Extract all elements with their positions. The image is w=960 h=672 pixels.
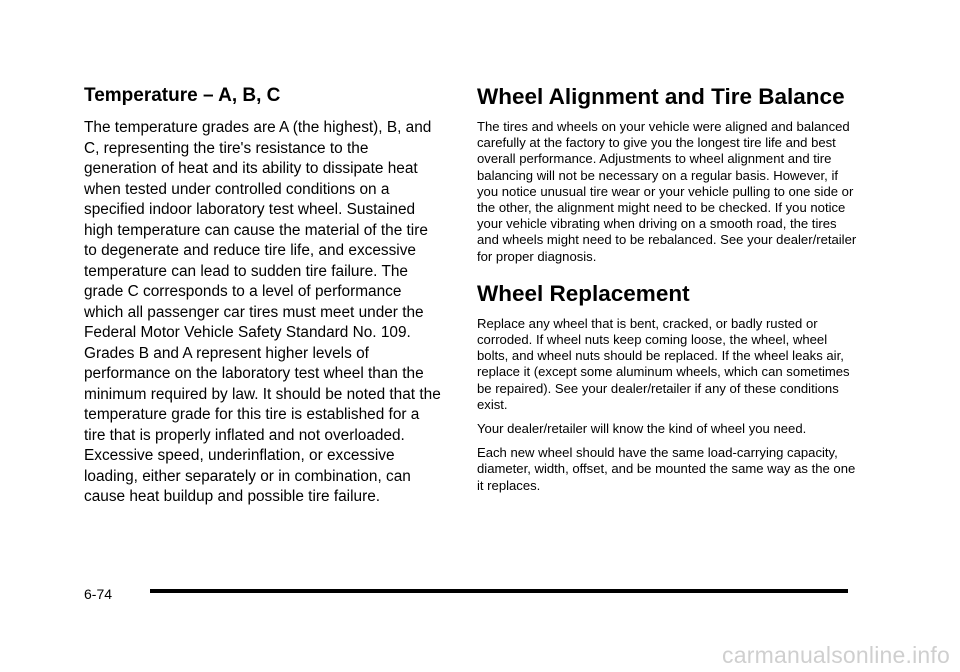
wheel-replacement-paragraph-1: Replace any wheel that is bent, cracked, or badly rusted or corroded. If wheel nuts keep coming loose, the wheel, wheel bolts, and wheel nuts should be replaced. If the wheel leaks air, replace it (except some aluminum wheels, which can sometimes be repaired). See your dealer/retailer if any of these conditions exist. (477, 315, 850, 412)
site-watermark: carmanualsonline.info (722, 642, 950, 668)
wheel-alignment-heading: Wheel Alignment and Tire Balance (477, 84, 845, 109)
wheel-replacement-paragraph-3: Each new wheel should have the same load-carrying capacity, diameter, width, offset, and be mounted the same way as the one it replaces. (477, 445, 856, 493)
footer-rule (150, 589, 848, 593)
temperature-heading: Temperature – A, B, C (84, 85, 281, 106)
temperature-body: The temperature grades are A (the highest), B, and C, representing the tire's resistance to the generation of heat and its ability to dissipate heat when tested under controlled conditions on a specified indoor laboratory test wheel. Sustained high temperature can cause the material of the tire to degenerate and reduce tire life, and excessive temperature can lead to sudden tire failure. The grade C corresponds to a level of performance which all passenger car tires must meet under the Federal Motor Vehicle Safety Standard No. 109. Grades B and A represent higher levels of performance on the laboratory test wheel than the minimum required by law. It should be noted that the temperature grade for this tire is established for a tire that is properly inflated and not overloaded. Excessive speed, underinflation, or excessive loading, either separately or in combination, can cause heat buildup and possible tire failure. (84, 119, 441, 505)
wheel-alignment-body: The tires and wheels on your vehicle were aligned and balanced carefully at the factory to give you the longest tire life and best overall performance. Adjustments to wheel alignment and tire balancing will not be necessary on a regular basis. However, if you notice unusual tire wear or your vehicle pulling to one side or the other, the alignment might need to be checked. If you notice your vehicle vibrating when driving on a smooth road, the tires and wheels might need to be rebalanced. See your dealer/retailer for proper diagnosis. (477, 119, 857, 264)
right-column (477, 84, 857, 502)
wheel-replacement-heading: Wheel Replacement (477, 280, 690, 306)
page-number: 6-74 (84, 586, 113, 602)
wheel-replacement-paragraph-2: Your dealer/retailer will know the kind of wheel you need. (477, 421, 807, 437)
left-column (84, 84, 444, 508)
